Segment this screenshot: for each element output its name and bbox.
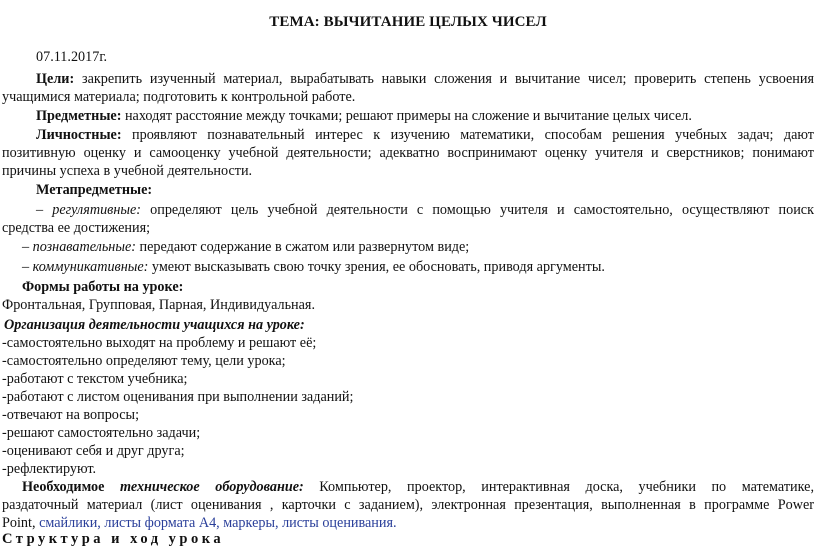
regulatory-dash: – — [36, 202, 53, 218]
goals-line-2: учащимися материала; подготовить к контрольной работе. — [2, 89, 356, 105]
personal-line-1 — [36, 126, 814, 144]
personal-line-2: позитивную оценку и самооценку учебной деятельности; адекватно воспринимают оценку учителя и сверстников; понимают — [2, 145, 814, 161]
structure-heading: Структура и ход урока — [2, 531, 225, 547]
organization-item: -самостоятельно выходят на проблему и решают её; — [2, 335, 317, 351]
personal-line-3: причины успеха в учебной деятельности. — [2, 163, 253, 179]
organization-item: -рефлектируют. — [2, 461, 97, 477]
equipment-label-italic: техническое оборудование: — [104, 479, 304, 495]
cognitive-label: познавательные: — [32, 239, 136, 255]
meta-label: Метапредметные: — [36, 182, 153, 198]
equipment-text-1: Компьютер, проектор, интерактивная доска, учебники по математике, — [303, 479, 814, 495]
meta-communicative-line — [22, 258, 605, 276]
personal-label: Личностные: — [36, 127, 122, 143]
organization-item: -оценивают себя и друг друга; — [2, 443, 185, 459]
subject-text: находят расстояние между точками; решают примеры на сложение и вычитание целых чисел. — [121, 108, 692, 124]
organization-label: Организация деятельности учащихся на уроке: — [4, 317, 305, 333]
work-forms-label: Формы работы на уроке: — [22, 279, 184, 295]
equipment-label-bold: Необходимое — [22, 479, 105, 495]
meta-cognitive-line — [22, 238, 469, 256]
equipment-line-2: раздаточный материал (лист оценивания , карточки с заданием), электронная презентация, выполненная в программе Power — [2, 497, 814, 513]
goals-label: Цели: — [36, 71, 75, 87]
communicative-text: умеют высказывать свою точку зрения, ее обосновать, приводя аргументы. — [148, 259, 605, 275]
regulatory-label: регулятивные: — [52, 202, 142, 218]
cognitive-text: передают содержание в сжатом или развернутом виде; — [135, 239, 470, 255]
equipment-line-1 — [22, 478, 814, 496]
work-forms-text: Фронтальная, Групповая, Парная, Индивидуальная. — [2, 297, 316, 313]
organization-item: -решают самостоятельно задачи; — [2, 425, 201, 441]
meta-regulatory-line-2: средства ее достижения; — [2, 220, 151, 236]
subject-line — [36, 107, 692, 125]
page-title: ТЕМА: ВЫЧИТАНИЕ ЦЕЛЫХ ЧИСЕЛ — [269, 14, 547, 30]
goals-text-1: закрепить изученный материал, вырабатывать навыки сложения и вычитание чисел; проверить степень усвоения — [74, 71, 814, 87]
organization-item: -отвечают на вопросы; — [2, 407, 140, 423]
communicative-dash: – — [22, 259, 33, 275]
goals-line-1 — [36, 70, 814, 88]
personal-text-1: проявляют познавательный интерес к изучению математики, способам решения учебных задач; дают — [121, 127, 814, 143]
regulatory-text-1: определяют цель учебной деятельности с помощью учителя и самостоятельно, осуществляют поиск — [141, 202, 815, 218]
communicative-label: коммуникативные: — [32, 259, 149, 275]
lesson-date: 07.11.2017г. — [36, 49, 108, 65]
equipment-text-3-blue: смайлики, листы формата А4, маркеры, листы оценивания. — [35, 515, 397, 531]
organization-item: -самостоятельно определяют тему, цели урока; — [2, 353, 286, 369]
equipment-text-3-black: Point, — [2, 515, 36, 531]
organization-item: -работают с листом оценивания при выполнении заданий; — [2, 389, 354, 405]
subject-label: Предметные: — [36, 108, 122, 124]
meta-regulatory-line-1 — [36, 201, 814, 219]
cognitive-dash: – — [22, 239, 33, 255]
organization-item: -работают с текстом учебника; — [2, 371, 188, 387]
